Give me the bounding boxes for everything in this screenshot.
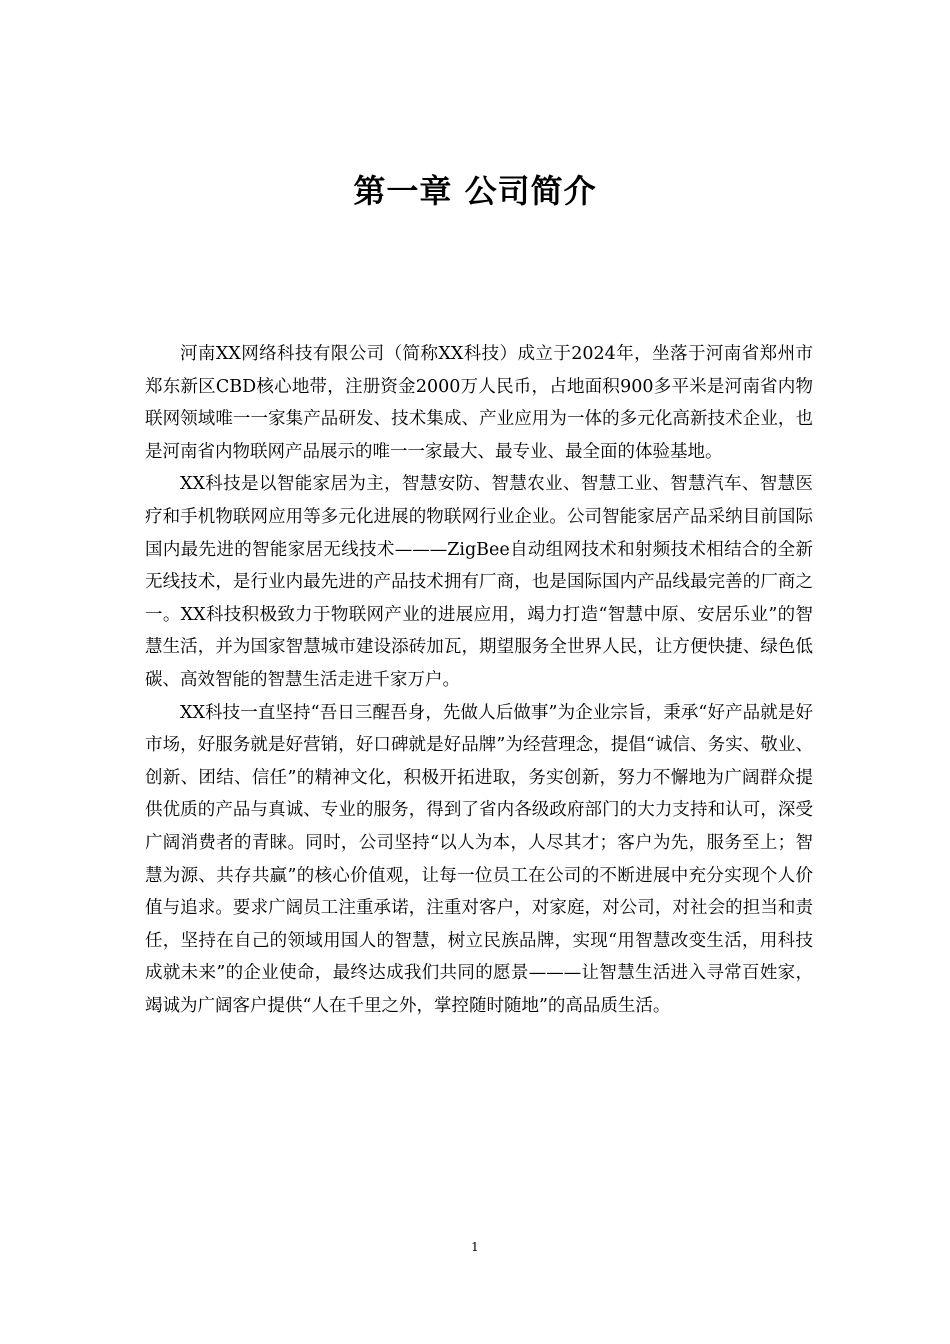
paragraph-intro: 河南XX网络科技有限公司（简称XX科技）成立于2024年，坐落于河南省郑州市郑东新区CBD核心地带，注册资金2000万人民币，占地面积900多平米是河南省内物联网领域唯一一家集产品研发、技术集成、产业应用为一体的多元化高新技术企业，也是河南省内物联网产品展示的唯一一家最大、最专业、最全面的体验基地。 [145, 344, 813, 462]
page-number: 1 [471, 1240, 479, 1254]
chapter-title: 第一章 公司简介 [353, 172, 597, 210]
paragraph-values: XX科技一直坚持“吾日三醒吾身，先做人后做事”为企业宗旨，秉承“好产品就是好市场，好服务就是好营销，好口碑就是好品牌”为经营理念，提倡“诚信、务实、敬业、创新、团结、信任”的精神文化，积极开拓进取，务实创新，努力不懈地为广阔群众提供优质的产品与真诚、专业的服务，得到了省内各级政府部门的大力支持和认可，深受广阔消费者的青睐。同时，公司坚持“以人为本，人尽其才；客户为先，服务至上；智慧为源、共存共赢”的核心价值观，让每一位员工在公司的不断进展中充分实现个人价值与追求。要求广阔员工注重承诺，注重对客户，对家庭，对公司，对社会的担当和责任，坚持在自己的领域用国人的智慧，树立民族品牌，实现“用智慧改变生活，用科技成就未来”的企业使命，最终达成我们共同的愿景———让智慧生活进入寻常百姓家，竭诚为广阔客户提供“人在千里之外，掌控随时随地”的高品质生活。 [145, 702, 813, 1016]
paragraph-business: XX科技是以智能家居为主，智慧安防、智慧农业、智慧工业、智慧汽车、智慧医疗和手机物联网应用等多元化进展的物联网行业企业。公司智能家居产品采纳目前国际国内最先进的智能家居无线技术———ZigBee自动组网技术和射频技术相结合的全新无线技术，是行业内最先进的产品技术拥有厂商，也是国际国内产品线最完善的厂商之一。XX科技积极致力于物联网产业的进展应用，竭力打造“智慧中原、安居乐业”的智慧生活，并为国家智慧城市建设添砖加瓦，期望服务全世界人民，让方便快捷、绿色低碳、高效智能的智慧生活走进千家万户。 [145, 474, 813, 690]
body-text [145, 338, 813, 1022]
